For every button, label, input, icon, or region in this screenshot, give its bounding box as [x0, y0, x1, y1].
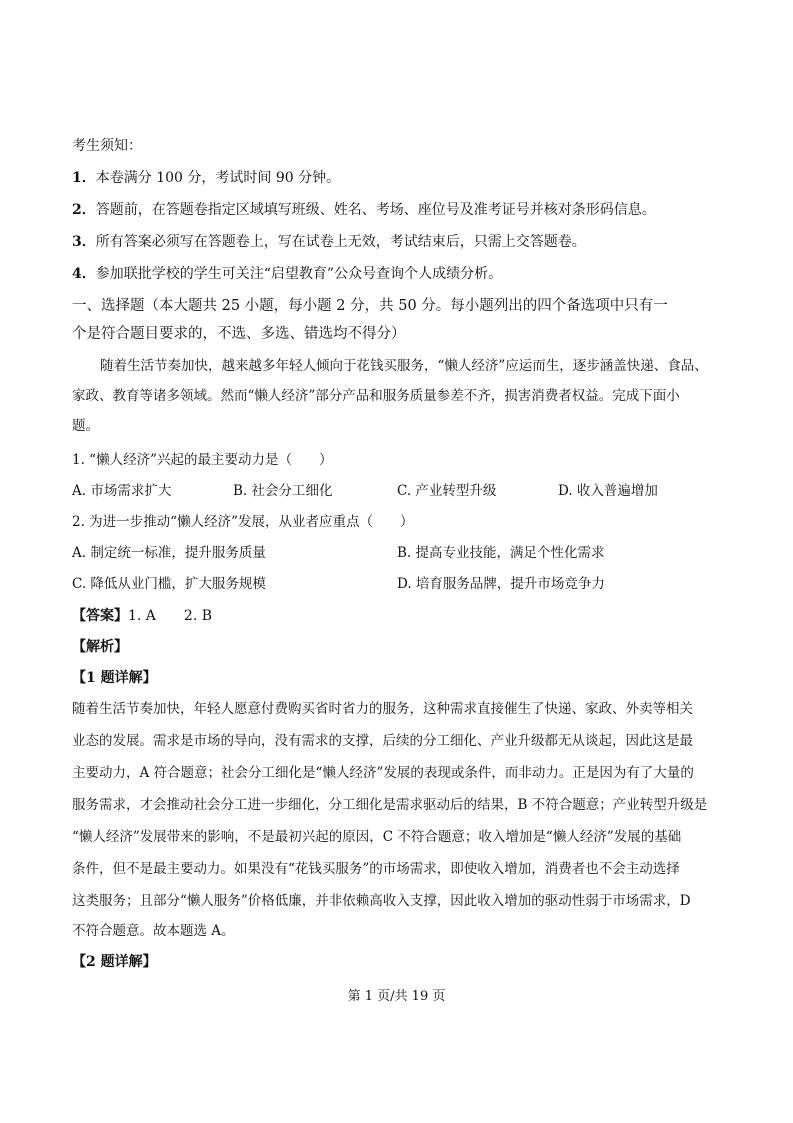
notice-item-number: 1． — [72, 170, 96, 186]
question-1-option-c: C. 产业转型升级 — [397, 483, 497, 499]
notice-item-number: 3． — [72, 234, 96, 250]
analysis-tag: 【解析】 — [72, 639, 128, 655]
notice-title: 考生须知： — [72, 138, 142, 154]
detail-1-line-2: 业态的发展。需求是市场的导向，没有需求的支撑，后续的分工细化、产业升级都无从谈起，因此这是最 — [72, 733, 693, 749]
question-1-option-d: D. 收入普遍增加 — [558, 483, 658, 499]
notice-item-number: 2． — [72, 202, 96, 218]
question-1-option-b: B. 社会分工细化 — [233, 483, 333, 499]
question-1-stem: 1. “懒人经济”兴起的最主要动力是（ ） — [72, 452, 333, 468]
answer-value: 1. A 2. B — [128, 608, 213, 624]
section-heading-line-2: 个是符合题目要求的，不选、多选、错选均不得分） — [72, 326, 406, 342]
detail-1-line-5: “懒人经济”发展带来的影响，不是最初兴起的原因，C 不符合题意；收入增加是“懒人经济”发展的基础 — [72, 829, 682, 845]
detail-1-tag: 【1 题详解】 — [72, 670, 157, 686]
question-2-option-b: B. 提高专业技能，满足个性化需求 — [397, 545, 605, 561]
detail-1-line-4: 服务需求，才会推动社会分工进一步细化，分工细化是需求驱动后的结果，B 不符合题意；产业转型升级是 — [72, 797, 708, 813]
answer-tag: 【答案】 — [72, 608, 128, 624]
passage-line-2: 家政、教育等诸多领域。然而“懒人经济”部分产品和服务质量参差不齐，损害消费者权益。完成下面小 — [72, 388, 680, 404]
notice-item-2 — [72, 200, 656, 220]
question-1-option-a: A. 市场需求扩大 — [72, 483, 172, 499]
question-2-option-c: C. 降低从业门槛，扩大服务规模 — [72, 576, 266, 592]
question-2-stem: 2. 为进一步推动“懒人经济”发展，从业者应重点（ ） — [72, 514, 414, 530]
question-2-option-a: A. 制定统一标准，提升服务质量 — [72, 545, 266, 561]
detail-1-line-1: 随着生活节奏加快，年轻人愿意付费购买省时省力的服务，这种需求直接催生了快递、家政、外卖等相关 — [72, 701, 693, 717]
notice-item-4 — [72, 264, 502, 284]
detail-2-tag: 【2 题详解】 — [72, 954, 157, 970]
passage-line-1: 随着生活节奏加快，越来越多年轻人倾向于花钱买服务，“懒人经济”应运而生，逐步涵盖快递、食品、 — [100, 358, 708, 374]
page-footer: 第 1 页/共 19 页 — [347, 989, 446, 1004]
detail-1-line-6: 条件，但不是最主要动力。如果没有“花钱买服务”的市场需求，即使收入增加，消费者也不会主动选择 — [72, 861, 680, 877]
notice-item-text: 答题前，在答题卷指定区域填写班级、姓名、考场、座位号及准考证号并核对条形码信息。 — [95, 202, 656, 218]
answer-line — [72, 606, 212, 626]
detail-1-line-3: 主要动力，A 符合题意；社会分工细化是“懒人经济”发展的表现或条件，而非动力。正是因为有了大量的 — [72, 765, 694, 781]
notice-item-number: 4． — [72, 266, 96, 282]
notice-item-text: 参加联批学校的学生可关注“启望教育”公众号查询个人成绩分析。 — [95, 266, 503, 282]
notice-item-text: 所有答案必须写在答题卷上，写在试卷上无效，考试结束后，只需上交答题卷。 — [95, 234, 586, 250]
question-2-option-d: D. 培育服务品牌，提升市场竞争力 — [397, 576, 605, 592]
notice-item-3 — [72, 232, 586, 252]
section-heading-line-1: 一、选择题（本大题共 25 小题，每小题 2 分，共 50 分。每小题列出的四个备选项中只有一 — [72, 298, 668, 314]
notice-item-text: 本卷满分 100 分，考试时间 90 分钟。 — [95, 170, 341, 186]
notice-item-1 — [72, 168, 340, 188]
detail-1-line-8: 不符合题意。故本题选 A。 — [72, 923, 235, 939]
detail-1-line-7: 这类服务；且部分“懒人服务”价格低廉，并非依赖高收入支撑，因此收入增加的驱动性弱于市场需求，D — [72, 893, 691, 909]
passage-line-3: 题。 — [72, 418, 99, 434]
